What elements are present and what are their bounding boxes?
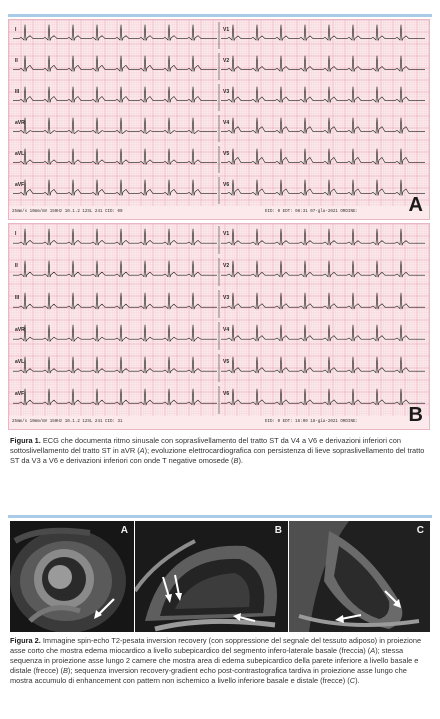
lead-label: V1 [223, 231, 230, 238]
caption-text: ). [355, 676, 360, 686]
lead-label: II [15, 57, 18, 64]
mri-panel-c [289, 521, 430, 632]
ecg-panel-b [8, 223, 430, 430]
caption-ref: B [62, 666, 68, 676]
ecg-footer [9, 416, 429, 429]
ecg-footer-right: EID: 0 EDT: 08:31 07-gla-2021 ORDINE: [265, 210, 358, 214]
lead-label: V6 [223, 181, 230, 188]
caption-ref: A [370, 646, 376, 656]
lead-label: aVF [15, 391, 25, 398]
lead-label: III [15, 295, 20, 302]
caption-label: Figura 2. [10, 636, 41, 645]
lead-label: V4 [223, 327, 230, 334]
lead-label: V5 [223, 359, 230, 366]
lead-label: V6 [223, 391, 230, 398]
ecg-footer-left: 25mm/s 10mm/mV 150Hz 10.1.2 12SL 241 CID: 00 [12, 210, 123, 214]
caption-ref: A [139, 446, 145, 456]
mri-two-chamber-image [135, 521, 288, 632]
ecg-footer-left: 25mm/s 10mm/mV 150Hz 10.1.2 12SL 241 CID: 31 [12, 420, 123, 424]
caption-text: ). [238, 456, 243, 466]
lead-label: I [15, 231, 17, 238]
panel-letter-b: B [408, 404, 423, 426]
lead-label: V5 [223, 150, 230, 157]
figure-1-caption [10, 436, 430, 466]
lead-label: V2 [223, 263, 230, 270]
lead-label: V1 [223, 26, 230, 33]
ecg-grid-and-traces [9, 20, 429, 206]
lead-label: aVR [15, 119, 25, 126]
panel-letter: A [120, 525, 128, 536]
lead-label: aVL [15, 150, 25, 157]
caption-ref: C [349, 676, 356, 686]
panel-letter: C [416, 525, 424, 536]
accent-bar [8, 14, 432, 17]
caption-text: ); evoluzione elettrocardiografica con persistenza di lieve sopraslivellamento del tratto ST da V3 a V6 e derivazioni inferiori con onde T negative omosede ( [10, 446, 425, 466]
mri-short-axis-image [10, 521, 134, 632]
lead-label: aVL [15, 359, 25, 366]
lead-label: I [15, 26, 17, 33]
ecg-panel-a [8, 19, 430, 220]
accent-bar [8, 515, 432, 518]
caption-text: ); sequenza inversion recovery-gradient echo post-contrastografica tardiva in proiezione asse lungo che mostra accumulo di enhancement con pattern non ischemico a livello inferiore basale e distale (frecce) ( [10, 666, 407, 686]
ecg-footer-right: EID: 0 EDT: 16:00 18-gia-2021 ORDINE: [265, 420, 358, 424]
mri-long-axis-lge-image [289, 521, 430, 632]
panel-letter: B [274, 525, 282, 536]
caption-label: Figura 1. [10, 436, 41, 445]
caption-ref: B [233, 456, 239, 466]
ecg-grid-and-traces [9, 224, 429, 416]
lead-label: aVF [15, 181, 25, 188]
mri-panel-b [135, 521, 288, 632]
mri-panel-a [10, 521, 134, 632]
caption-text: Immagine spin-echo T2-pesata inversion recovery (con soppressione del segnale del tessuto adiposo) in proiezione asse corto che mostra edema miocardico a livello subepicardico del segmento infero-laterale basale (freccia) ( [10, 636, 422, 656]
lead-label: V3 [223, 295, 230, 302]
figure-2-caption [10, 636, 430, 686]
lead-label: III [15, 88, 20, 95]
lead-label: aVR [15, 327, 25, 334]
lead-label: V4 [223, 119, 230, 126]
lead-label: II [15, 263, 18, 270]
ecg-footer [9, 206, 429, 219]
lead-label: V2 [223, 57, 230, 64]
caption-text: ); stessa sequenza in proiezione asse lungo 2 camere che mostra area di edema subepicardico della parete inferiore a livello basale e distale (frecce) ( [10, 646, 419, 676]
lead-label: V3 [223, 88, 230, 95]
panel-letter-a: A [408, 194, 423, 216]
caption-text: ECG che documenta ritmo sinusale con sopraslivellamento del tratto ST da V4 a V6 e derivazioni inferiori con sottoslivellamento del tratto ST in aVR ( [10, 436, 401, 456]
